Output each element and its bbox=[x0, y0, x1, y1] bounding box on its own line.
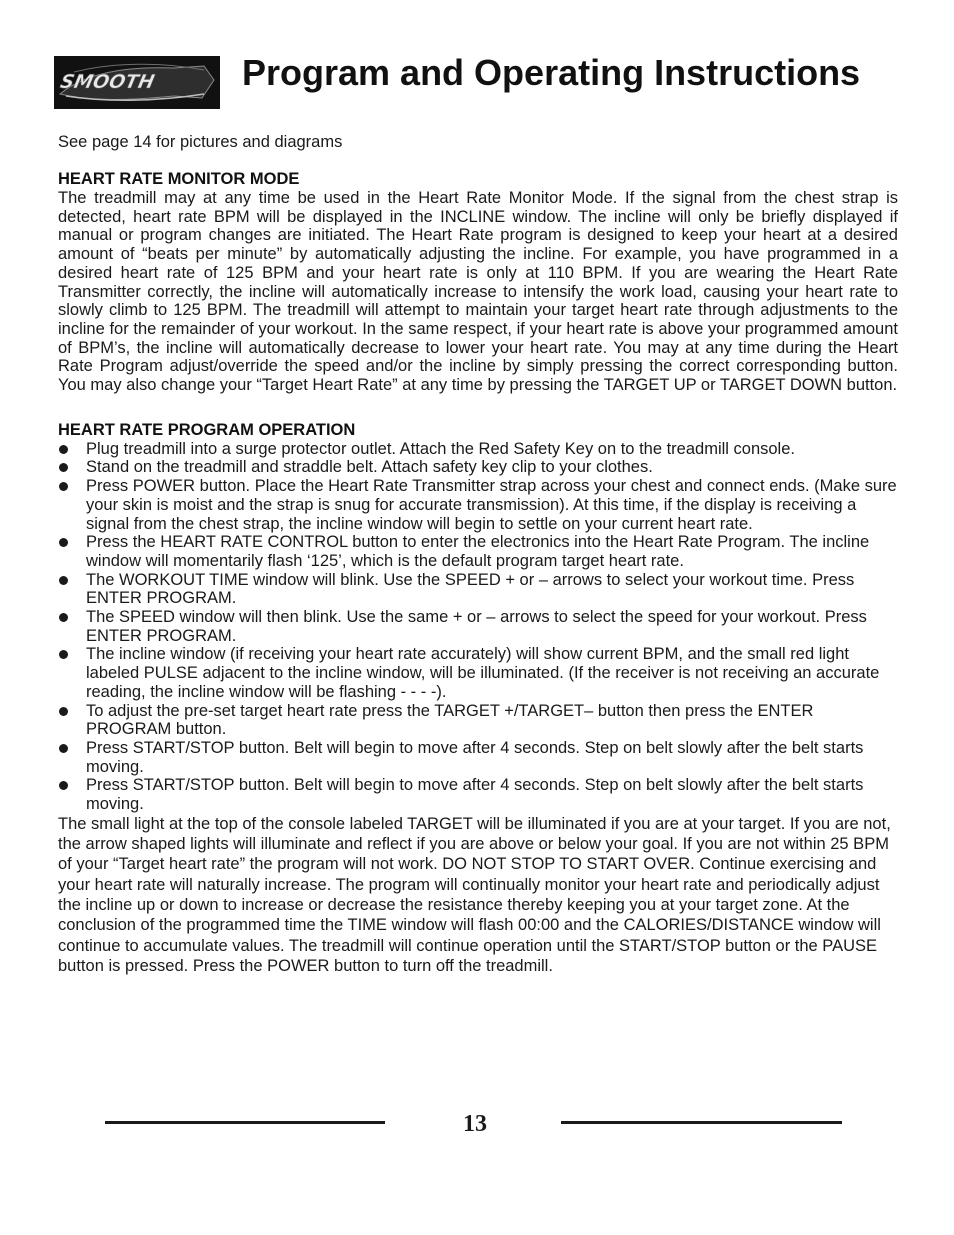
list-item bbox=[58, 533, 898, 570]
list-item-text: Press the HEART RATE CONTROL button to enter the electronics into the Heart Rate Program. The incline window will momentarily flash ‘125’, which is the default program target heart rate. bbox=[86, 533, 870, 570]
list-item bbox=[58, 645, 898, 701]
list-item bbox=[58, 440, 898, 459]
brand-logo bbox=[54, 56, 220, 109]
brand-logo-graphic bbox=[54, 56, 220, 109]
page-title: Program and Operating Instructions bbox=[242, 52, 861, 93]
bullet-dot-icon bbox=[59, 445, 68, 454]
section-spacer bbox=[58, 395, 898, 421]
instruction-list bbox=[58, 440, 898, 814]
footer-rule-right bbox=[561, 1121, 842, 1124]
page-header bbox=[54, 52, 914, 110]
list-item bbox=[58, 776, 898, 813]
closing-paragraph: The small light at the top of the console labeled TARGET will be illuminated if you are at your target. If you are not, the arrow shaped lights will illuminate and reflect if you are above or below your goal. If you are not within 25 BPM of your “Target heart rate” the program will not work. DO NOT STOP TO START OVER. Continue exercising and your heart rate will naturally increase. The program will continually monitor your heart rate and periodically adjust the incline up or down to increase or decrease the resistance thereby keeping you at your target zone. At the conclusion of the programmed time the TIME window will flash 00:00 and the CALORIES/DISTANCE window will continue to accumulate values. The treadmill will continue operation until the START/STOP button or the PAUSE button is pressed. Press the POWER button to turn off the treadmill. bbox=[58, 814, 891, 975]
list-item-text: The WORKOUT TIME window will blink. Use the SPEED + or – arrows to select your workout time. Press ENTER PROGRAM. bbox=[86, 570, 855, 608]
list-item-text: To adjust the pre-set target heart rate press the TARGET +/TARGET– button then press the ENTER PROGRAM button. bbox=[86, 701, 814, 739]
brand-logo-text: SMOOTH bbox=[58, 70, 157, 93]
section-body-hrm-mode: The treadmill may at any time be used in the Heart Rate Monitor Mode. If the signal from the chest strap is detected, heart rate BPM will be displayed in the INCLINE window. The incline will only be briefly displayed if manual or program changes are initiated. The Heart Rate program is designed to keep your heart at a desired amount of “beats per minute” by automatically adjusting the incline. For example, you have programmed in a desired heart rate of 125 BPM and your heart rate is only at 110 BPM. If you are wearing the Heart Rate Transmitter correctly, the incline will automatically increase to intensify the work load, causing your heart rate to slowly climb to 125 BPM. The treadmill will attempt to maintain your target heart rate through adjustments to the incline for the remainder of your workout. In the same respect, if your heart rate is above your programmed amount of BPM’s, the incline will automatically decrease to lower your heart rate. You may at any time during the Heart Rate Program adjust/override the speed and/or the incline by simply pressing the correct corresponding button. You may also change your “Target Heart Rate” at any time by pressing the TARGET UP or TARGET DOWN button. bbox=[58, 189, 898, 395]
bullet-dot-icon bbox=[59, 744, 68, 753]
bullet-dot-icon bbox=[59, 482, 68, 491]
bullet-dot-icon bbox=[59, 707, 68, 716]
list-item bbox=[58, 702, 898, 739]
bullet-dot-icon bbox=[59, 613, 68, 622]
intro-note: See page 14 for pictures and diagrams bbox=[58, 133, 343, 151]
list-item-text: Stand on the treadmill and straddle belt. Attach safety key clip to your clothes. bbox=[86, 458, 653, 477]
section-heading-hrm-mode: HEART RATE MONITOR MODE bbox=[58, 170, 300, 188]
list-item bbox=[58, 477, 898, 533]
bullet-dot-icon bbox=[59, 650, 68, 659]
main-content bbox=[58, 170, 898, 976]
page-number: 13 bbox=[463, 1111, 487, 1137]
list-item-text: The SPEED window will then blink. Use the same + or – arrows to select the speed for your workout. Press ENTER PROGRAM. bbox=[86, 608, 867, 645]
footer-rule-left bbox=[105, 1121, 385, 1124]
list-item bbox=[58, 571, 898, 608]
heart-rate-program-section bbox=[58, 421, 898, 976]
bullet-dot-icon bbox=[59, 781, 68, 790]
list-item bbox=[58, 739, 898, 776]
section-heading-hr-program: HEART RATE PROGRAM OPERATION bbox=[58, 420, 356, 439]
bullet-dot-icon bbox=[59, 538, 68, 547]
bullet-dot-icon bbox=[59, 463, 68, 472]
list-item bbox=[58, 458, 898, 477]
bullet-dot-icon bbox=[59, 576, 68, 585]
list-item-text: Press POWER button. Place the Heart Rate Transmitter strap across your chest and connect ends. (Make sure your skin is moist and the strap is snug for accurate transmission). At this time, if the display is receiving a signal from the chest strap, the incline window will begin to settle on your current heart rate. bbox=[86, 477, 897, 533]
list-item-text: Press START/STOP button. Belt will begin to move after 4 seconds. Step on belt slowly after the belt starts moving. bbox=[86, 738, 864, 776]
list-item-text: Press START/STOP button. Belt will begin to move after 4 seconds. Step on belt slowly after the belt starts moving. bbox=[86, 776, 864, 814]
list-item bbox=[58, 608, 898, 645]
list-item-text: Plug treadmill into a surge protector outlet. Attach the Red Safety Key on to the treadmill console. bbox=[86, 439, 795, 458]
heart-rate-monitor-mode-section bbox=[58, 170, 898, 395]
list-item-text: The incline window (if receiving your heart rate accurately) will show current BPM, and the small red light labeled PULSE adjacent to the incline window, will be illuminated. (If the receiver is not receiving an accurate reading, the incline window will be flashing - - - -). bbox=[86, 645, 880, 701]
